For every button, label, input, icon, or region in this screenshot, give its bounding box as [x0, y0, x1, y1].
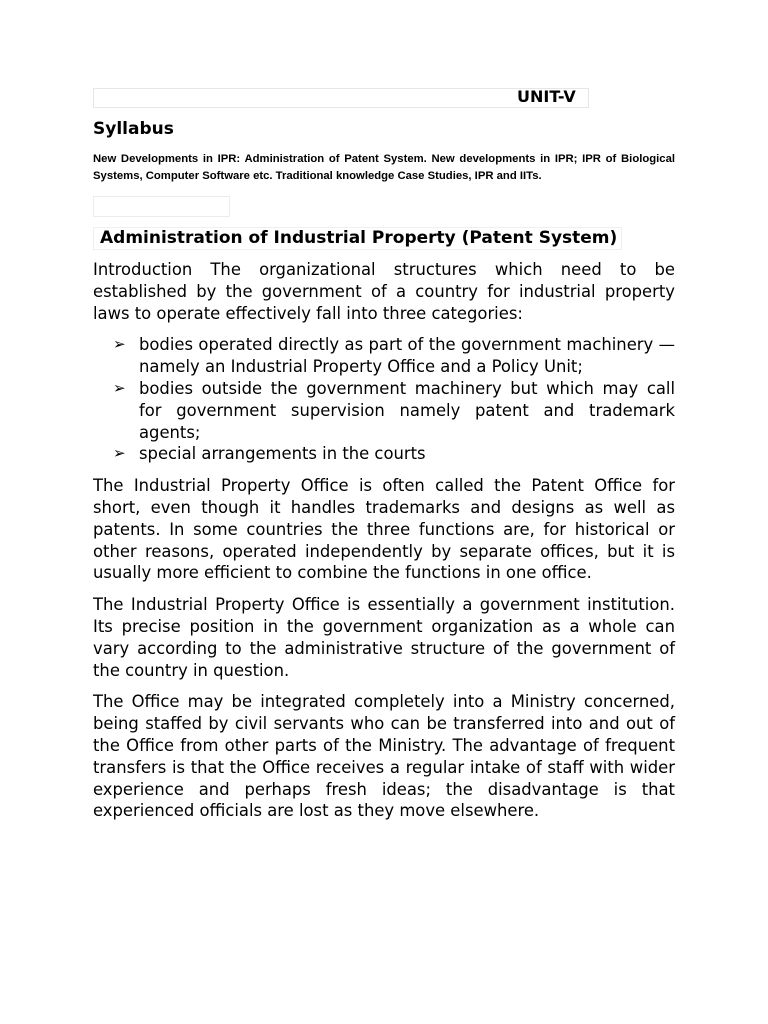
section-content — [93, 259, 675, 832]
unit-title: UNIT-V — [517, 87, 576, 106]
blank-text-box — [93, 196, 230, 217]
body-paragraph: The Industrial Property Office is essentially a government institution. Its precise position in the government organization as a whole can vary according to the administrative structure of the government of the country in question. — [93, 595, 675, 680]
arrowhead-bullet-icon: ➢ — [113, 378, 126, 397]
intro-paragraph: Introduction The organizational structures which need to be established by the government of a country for industrial property laws to operate effectively fall into three categories: — [93, 260, 675, 323]
section-heading: Administration of Industrial Property (Patent System) — [93, 227, 622, 250]
body-paragraph: The Office may be integrated completely into a Ministry concerned, being staffed by civil servants who can be transferred into and out of the Office from other parts of the Ministry. The advantage of frequent transfers is that the Office receives a regular intake of staff with wider experience and perhaps fresh ideas; the disadvantage is that experienced officials are lost as they move elsewhere. — [93, 692, 675, 821]
syllabus-heading: Syllabus — [93, 119, 174, 139]
arrowhead-bullet-icon: ➢ — [113, 444, 126, 463]
list-item — [93, 378, 675, 443]
unit-title-box — [93, 88, 589, 108]
body-paragraph: The Industrial Property Office is often called the Patent Office for short, even though it handles trademarks and designs as well as patents. In some countries the three functions are, for historical or other reasons, operated independently by separate offices, but it is usually more efficient to combine the functions in one office. — [93, 476, 675, 583]
syllabus-text: New Developments in IPR: Administration of Patent System. New developments in IPR; IPR of Biological Systems, Computer Software etc. Traditional knowledge Case Studies, IPR and IITs. — [93, 153, 675, 182]
list-item-text: bodies operated directly as part of the government machinery —namely an Industrial Property Office and a Policy Unit; — [139, 335, 675, 377]
list-item-text: bodies outside the government machinery but which may call for government supervision namely patent and trademark agents; — [139, 378, 675, 442]
list-item — [93, 334, 675, 378]
arrowhead-bullet-icon: ➢ — [113, 335, 126, 354]
bullet-list — [93, 334, 675, 465]
list-item-text: special arrangements in the courts — [139, 444, 426, 464]
list-item — [93, 443, 675, 465]
